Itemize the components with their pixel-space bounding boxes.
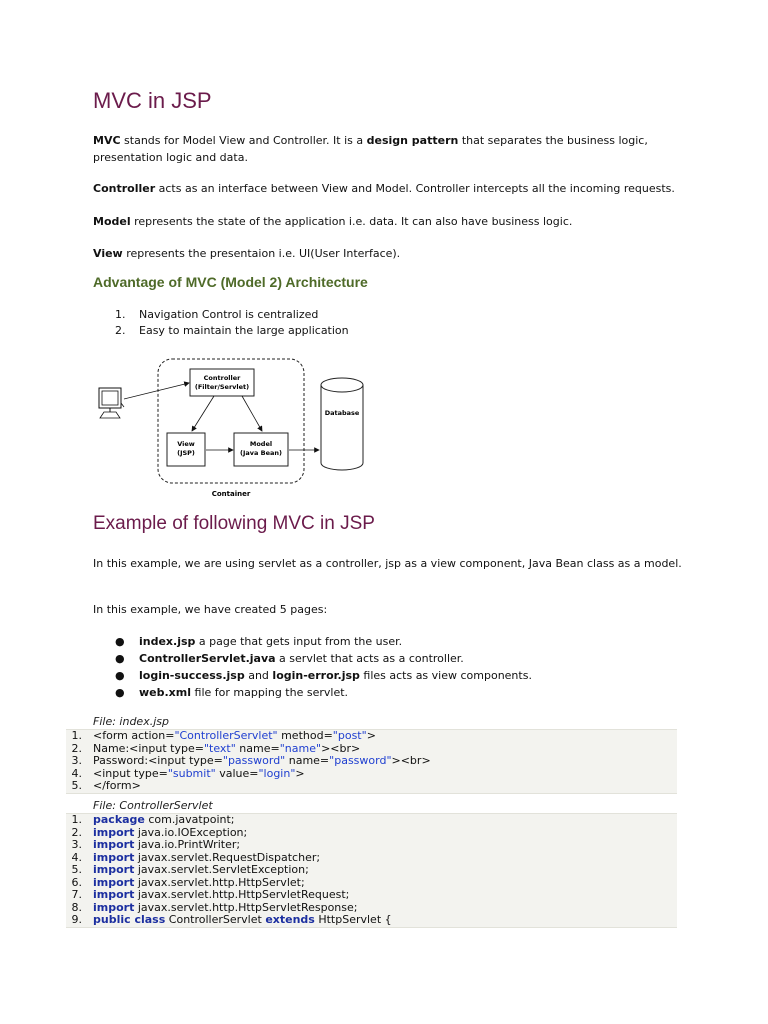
text-token: ControllerServlet [165,913,266,926]
string-token: "submit" [167,766,216,780]
controller-sublabel: (Filter/Servlet) [194,383,250,391]
keyword-token: extends [265,913,315,926]
view-text: represents the presentaion i.e. UI(User Interface). [122,247,401,260]
list-number: 1. [115,308,126,321]
page-title: MVC in JSP [93,88,212,113]
mvc-paragraph [93,132,683,166]
view-label: View [177,440,195,448]
database-label: Database [324,409,360,417]
string-token: "password" [222,754,286,767]
string-token: "login" [258,766,296,780]
line-number: 5. [71,779,82,792]
text-token: name= [285,754,330,767]
bullet: ● [115,652,125,665]
file-name: web.xml [139,686,192,699]
string-token: "name" [279,741,322,755]
keyword-token: import [93,900,135,914]
mvc-text-2: that separates the business logic, presentation logic and data. [93,134,648,164]
example-paragraph-1: In this example, we are using servlet as a controller, jsp as a view component, Java Bean class as a model. [93,557,682,570]
text-token: javax.servlet.ServletException; [134,863,309,876]
list-item [93,323,349,339]
keyword-token: import [93,875,135,889]
model-paragraph [93,213,683,230]
line-number: 5. [71,863,82,876]
keyword-token: import [93,863,135,876]
keyword-token: import [93,825,135,839]
example-paragraph-2: In this example, we have created 5 pages: [93,603,328,616]
mvc-term: MVC [93,134,121,147]
keyword-token: import [93,888,135,901]
file-description: file for mapping the servlet. [191,686,349,699]
controller-to-view-arrow [192,396,214,431]
file-description: a page that gets input from the user. [195,635,403,648]
text-token: > [295,766,305,780]
string-token: "ControllerServlet" [174,729,278,742]
code-file-label-index: File: index.jsp [93,715,169,728]
line-number: 2. [71,741,82,755]
view-term: View [93,247,123,260]
keyword-token: import [93,850,135,864]
code-block-controller-servlet [66,813,677,928]
file-description: and [244,669,273,682]
line-number: 3. [71,754,82,767]
container-label: Container [211,490,251,498]
list-item [93,307,349,323]
file-name: login-success.jsp [139,669,245,682]
text-token: value= [215,766,259,780]
line-number: 7. [71,888,82,901]
text-token: java.io.IOException; [134,825,248,839]
text-token: ><br> [321,741,361,755]
line-number: 2. [71,825,82,839]
database-cylinder [321,378,363,470]
bullet: ● [115,635,125,648]
text-token: javax.servlet.http.HttpServletRequest; [134,888,350,901]
example-heading: Example of following MVC in JSP [93,513,375,534]
text-token: <input type= [93,766,168,780]
line-number: 8. [71,900,82,914]
text-token: javax.servlet.http.HttpServlet; [134,875,305,889]
string-token: "text" [203,741,236,755]
code-block-index-jsp [66,729,677,794]
line-number: 4. [71,766,82,780]
code-line [66,780,677,793]
model-sublabel: (Java Bean) [239,449,283,457]
file-description-2: files acts as view components. [359,669,532,682]
mvc-architecture-diagram [90,355,380,503]
line-number: 9. [71,913,82,926]
keyword-token: public class [93,913,166,926]
code-line [66,768,677,781]
file-description: a servlet that acts as a controller. [275,652,464,665]
model-term: Model [93,215,131,228]
list-text: Easy to maintain the large application [139,324,349,337]
text-token: com.javatpoint; [144,813,235,826]
text-token: </form> [93,779,141,792]
mvc-text-1: stands for Model View and Controller. It is a [120,134,367,147]
text-token: Password:<input type= [93,754,223,767]
line-number: 4. [71,850,82,864]
design-pattern-term: design pattern [366,134,459,147]
controller-to-model-arrow [242,396,262,431]
text-token: javax.servlet.http.HttpServletResponse; [134,900,358,914]
list-item [93,684,532,701]
file-name: ControllerServlet.java [139,652,276,665]
file-name-2: login-error.jsp [272,669,360,682]
list-item [93,633,532,650]
model-label: Model [249,440,273,448]
list-number: 2. [115,324,126,337]
file-name: index.jsp [139,635,196,648]
list-item [93,667,532,684]
string-token: "password" [329,754,392,767]
text-token: HttpServlet { [314,913,392,926]
controller-term: Controller [93,182,156,195]
line-number: 6. [71,875,82,889]
text-token: name= [235,741,280,755]
advantage-list [93,307,349,339]
bullet: ● [115,686,125,699]
client-computer-icon [99,388,124,418]
controller-paragraph [93,180,683,197]
request-arrow [124,383,189,399]
text-token: javax.servlet.RequestDispatcher; [134,850,321,864]
code-line [66,914,677,927]
advantage-heading: Advantage of MVC (Model 2) Architecture [93,274,368,290]
line-number: 3. [71,838,82,851]
text-token: ><br> [391,754,431,767]
model-text: represents the state of the application i.e. data. It can also have business logic. [130,215,573,228]
text-token: > [366,729,376,742]
text-token: Name:<input type= [93,741,204,755]
controller-text: acts as an interface between View and Model. Controller intercepts all the incoming requests. [155,182,675,195]
line-number: 1. [71,729,82,742]
list-item [93,650,532,667]
string-token: "post" [332,729,367,742]
bullet: ● [115,669,125,682]
text-token: <form action= [93,729,175,742]
text-token: method= [277,729,333,742]
code-file-label-controller: File: ControllerServlet [93,799,213,812]
files-list [93,633,532,701]
code-text [93,914,392,927]
controller-label: Controller [203,374,241,382]
text-token: java.io.PrintWriter; [134,838,241,851]
keyword-token: import [93,838,135,851]
view-paragraph [93,245,683,262]
line-number: 1. [71,813,82,826]
view-sublabel: (JSP) [177,449,195,457]
keyword-token: package [93,813,145,826]
list-text: Navigation Control is centralized [139,308,319,321]
code-text [93,780,141,793]
